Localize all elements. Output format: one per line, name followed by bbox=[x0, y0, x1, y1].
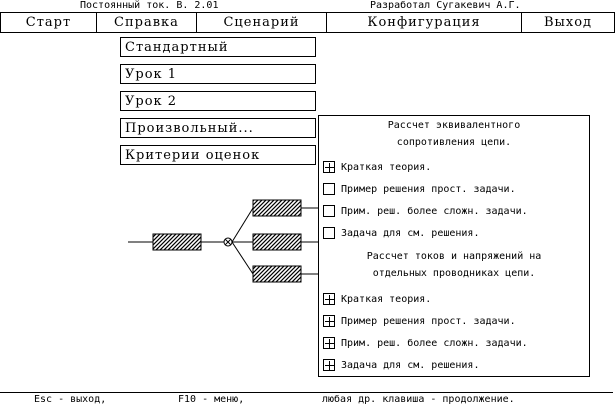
menu-scenario[interactable]: Сценарий bbox=[197, 13, 327, 32]
menu-exit[interactable]: Выход bbox=[543, 15, 593, 30]
program-version: Постоянный ток. В. 2.01 bbox=[80, 0, 219, 11]
status-bar bbox=[0, 392, 613, 406]
scenario-standard[interactable]: Стандартный bbox=[120, 37, 316, 57]
section1-title-line1: Рассчет эквивалентного bbox=[387, 120, 521, 131]
plus-box-icon bbox=[323, 337, 335, 349]
resistor-series bbox=[153, 234, 201, 250]
section2-item-self-task[interactable] bbox=[323, 357, 479, 373]
item-label: Пример решения прост. задачи. bbox=[341, 183, 516, 195]
section2-item-simple-example[interactable] bbox=[323, 313, 516, 329]
plus-box-icon bbox=[323, 359, 335, 371]
hint-f10: F10 - меню, bbox=[178, 394, 245, 405]
circuit-diagram bbox=[120, 190, 320, 290]
hint-esc: Esc - выход, bbox=[34, 394, 107, 405]
section2-item-complex-example[interactable] bbox=[323, 335, 528, 351]
section1-item-complex-example[interactable] bbox=[323, 203, 528, 219]
item-label: Задача для см. решения. bbox=[341, 227, 480, 239]
section2-title-line1: Рассчет токов и напряжений на bbox=[366, 251, 542, 262]
empty-box-icon bbox=[323, 205, 335, 217]
section1-item-self-task[interactable] bbox=[323, 225, 479, 241]
plus-box-icon bbox=[323, 293, 335, 305]
lesson-panel bbox=[318, 115, 590, 377]
item-label: Прим. реш. более сложн. задачи. bbox=[341, 205, 528, 217]
item-label: Задача для см. решения. bbox=[341, 359, 480, 371]
menu-configuration[interactable]: Конфигурация bbox=[327, 13, 522, 32]
menu-help[interactable]: Справка bbox=[97, 13, 197, 32]
menu-start[interactable]: Старт bbox=[1, 13, 97, 32]
title-bar bbox=[0, 0, 615, 12]
empty-box-icon bbox=[323, 183, 335, 195]
resistor-parallel-2 bbox=[253, 234, 301, 250]
scenario-lesson-2[interactable]: Урок 2 bbox=[120, 91, 316, 111]
plus-box-icon bbox=[323, 315, 335, 327]
plus-box-icon bbox=[323, 161, 335, 173]
resistor-parallel-1 bbox=[253, 200, 301, 216]
scenario-lesson-1[interactable]: Урок 1 bbox=[120, 64, 316, 84]
main-menu-bar bbox=[0, 12, 615, 33]
section2-item-theory[interactable] bbox=[323, 291, 431, 307]
scenario-grading-criteria[interactable]: Критерии оценок bbox=[120, 145, 316, 165]
author-credit: Разработал Сугакевич А.Г. bbox=[370, 0, 521, 11]
resistor-parallel-3 bbox=[253, 266, 301, 282]
section1-item-simple-example[interactable] bbox=[323, 181, 516, 197]
scenario-custom[interactable]: Произвольный... bbox=[120, 118, 316, 138]
hint-continue: любая др. клавиша - продолжение. bbox=[322, 394, 515, 405]
empty-box-icon bbox=[323, 227, 335, 239]
section2-title-line2: отдельных проводниках цепи. bbox=[372, 268, 536, 279]
section1-item-theory[interactable] bbox=[323, 159, 431, 175]
item-label: Прим. реш. более сложн. задачи. bbox=[341, 337, 528, 349]
item-label: Краткая теория. bbox=[341, 161, 432, 173]
section1-title-line2: сопротивления цепи. bbox=[396, 137, 512, 148]
item-label: Пример решения прост. задачи. bbox=[341, 315, 516, 327]
item-label: Краткая теория. bbox=[341, 293, 432, 305]
